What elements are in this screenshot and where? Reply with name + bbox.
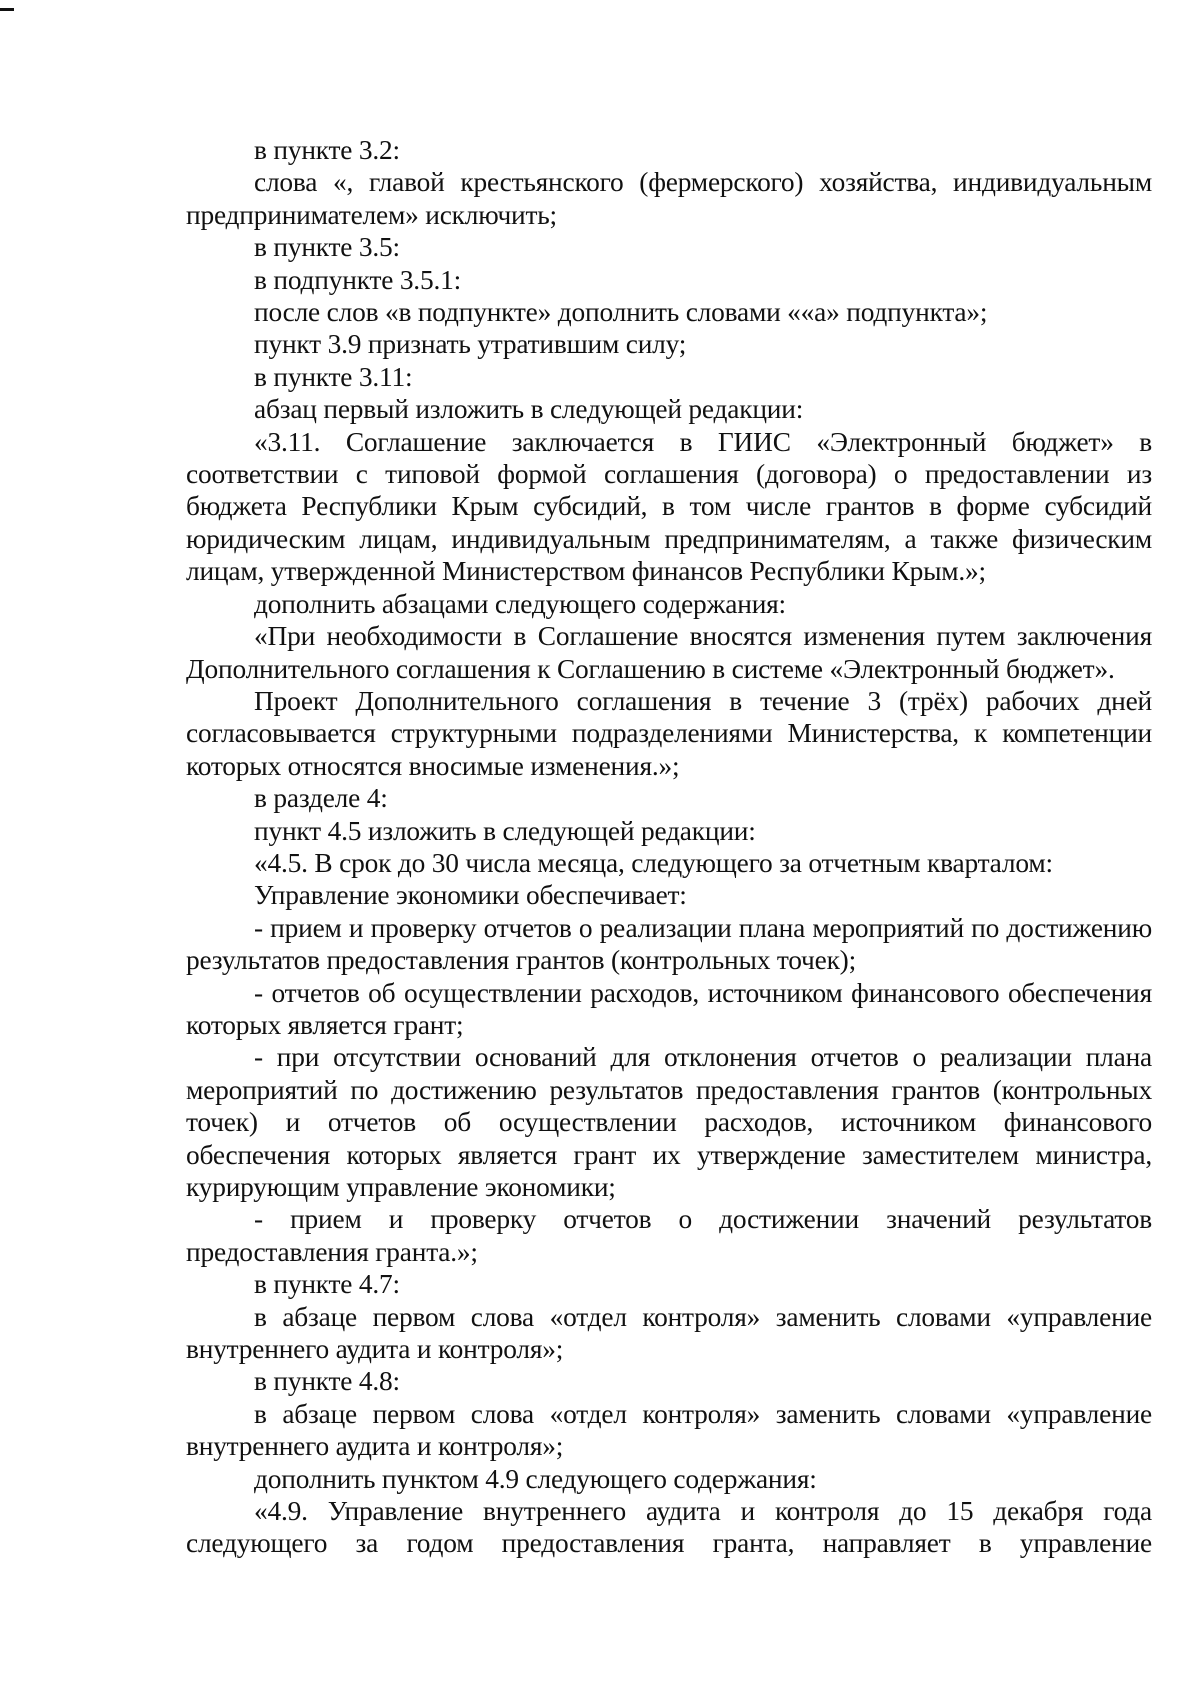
paragraph: в пункте 4.7: bbox=[254, 1269, 400, 1300]
paragraph: - отчетов об осуществлении расходов, источником финансового обеспечения которых является грант; bbox=[186, 977, 1152, 1040]
paragraph: Проект Дополнительного соглашения в течение 3 (трёх) рабочих дней согласовывается структурными подразделениями Министерства, к компетенции которых относятся вносимые изменения.»; bbox=[186, 685, 1152, 781]
paragraph: в разделе 4: bbox=[254, 783, 388, 814]
document-text bbox=[186, 134, 1152, 1560]
paragraph: - при отсутствии оснований для отклонения отчетов о реализации плана мероприятий по достижению результатов предоставления грантов (контрольных точек) и отчетов об осуществлении расходов, источником финансового обеспечения которых является грант их утверждение заместителем министра, курирующим управление экономики; bbox=[186, 1042, 1152, 1202]
scan-mark bbox=[0, 8, 14, 11]
paragraph: в пункте 4.8: bbox=[254, 1366, 400, 1397]
paragraph: в пункте 3.11: bbox=[254, 361, 413, 392]
paragraph: слова «, главой крестьянского (фермерского) хозяйства, индивидуальным предпринимателем» исключить; bbox=[186, 167, 1152, 230]
paragraph: пункт 3.9 признать утратившим силу; bbox=[254, 329, 687, 360]
paragraph: в пункте 3.2: bbox=[254, 135, 400, 165]
paragraph: Управление экономики обеспечивает: bbox=[254, 880, 687, 911]
paragraph: в пункте 3.5: bbox=[254, 232, 400, 263]
paragraph: в подпункте 3.5.1: bbox=[254, 264, 462, 295]
paragraph: после слов «в подпункте» дополнить словами ««а» подпункта»; bbox=[254, 297, 988, 328]
paragraph: в абзаце первом слова «отдел контроля» заменить словами «управление внутреннего аудита и контроля»; bbox=[186, 1398, 1152, 1462]
paragraph: - прием и проверку отчетов о достижении значений результатов предоставления гранта.»; bbox=[186, 1204, 1152, 1267]
paragraph: «4.5. В срок до 30 числа месяца, следующего за отчетным кварталом: bbox=[254, 847, 1053, 878]
paragraph: «При необходимости в Соглашение вносятся изменения путем заключения Дополнительного соглашения к Соглашению в системе «Электронный бюджет». bbox=[186, 621, 1152, 684]
paragraph: пункт 4.5 изложить в следующей редакции: bbox=[254, 815, 756, 846]
paragraph: дополнить пунктом 4.9 следующего содержания: bbox=[254, 1463, 817, 1494]
paragraph: «3.11. Соглашение заключается в ГИИС «Электронный бюджет» в соответствии с типовой формой соглашения (договора) о предоставлении из бюджета Республики Крым субсидий, в том числе грантов в форме субсидий юридическим лицам, индивидуальным предпринимателям, а также физическим лицам, утвержденной Министерством финансов Республики Крым.»; bbox=[186, 426, 1152, 587]
paragraph: «4.9. Управление внутреннего аудита и контроля до 15 декабря года следующего за годом предоставления гранта, направляет в управление bbox=[186, 1496, 1152, 1559]
paragraph: абзац первый изложить в следующей редакции: bbox=[254, 394, 804, 425]
paragraph: - прием и проверку отчетов о реализации плана мероприятий по достижению результатов предоставления грантов (контрольных точек); bbox=[186, 912, 1152, 976]
paragraph: в абзаце первом слова «отдел контроля» заменить словами «управление внутреннего аудита и контроля»; bbox=[186, 1301, 1152, 1365]
paragraph: дополнить абзацами следующего содержания: bbox=[254, 588, 786, 619]
